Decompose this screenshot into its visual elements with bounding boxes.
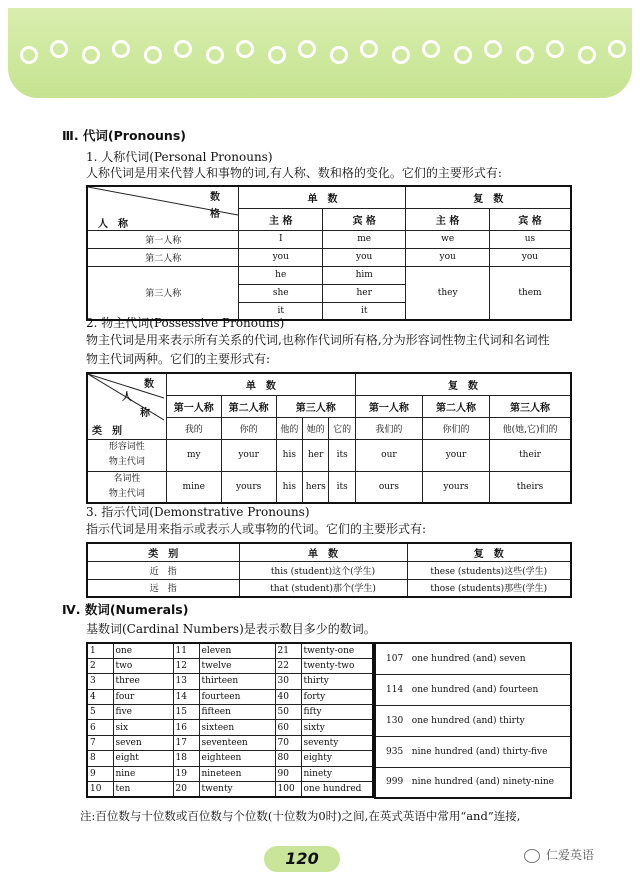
third-person-header: 第三人称 (276, 395, 355, 417)
cell: twenty-two (301, 658, 373, 673)
cell: 你们的 (422, 417, 489, 439)
personal-pronoun-table (86, 185, 572, 321)
cell: its (329, 439, 355, 471)
cell: 13 (173, 674, 199, 689)
demonstrative-pronouns-subtitle: 3. 指示代词(Demonstrative Pronouns) (86, 505, 310, 519)
cell: me (322, 230, 405, 248)
cell: these (students)这些(学生) (407, 561, 571, 579)
cell: 9 (87, 766, 113, 781)
table-row (87, 561, 571, 579)
cell: this (student)这个(学生) (239, 561, 407, 579)
first-person-header: 第一人称 (166, 395, 221, 417)
cell: 50 (275, 705, 301, 720)
table-row (87, 471, 571, 503)
cell: your (221, 439, 276, 471)
row-label-line: 物主代词 (108, 457, 145, 467)
cell: fifteen (199, 705, 275, 720)
table-row (375, 643, 571, 674)
row-label: 第二人称 (87, 248, 239, 266)
cell: 60 (275, 720, 301, 735)
cell: his (276, 471, 302, 503)
cell: twenty-one (301, 643, 373, 658)
plural-header: 复 数 (355, 373, 571, 395)
subject-header: 主 格 (406, 208, 490, 230)
row-label: 远 指 (87, 579, 239, 597)
table-row (87, 720, 373, 735)
table-row (87, 643, 373, 658)
second-person-header: 第二人称 (422, 395, 489, 417)
cell: him (322, 266, 405, 284)
cell: 5 (87, 705, 113, 720)
cell: hers (303, 471, 329, 503)
cell: twelve (199, 658, 275, 673)
cell: it (239, 302, 322, 320)
cell: theirs (490, 471, 571, 503)
watermark (524, 846, 594, 863)
number-word: nine hundred (and) ninety-nine (411, 777, 554, 788)
table-row (87, 751, 373, 766)
cell: 19 (173, 766, 199, 781)
cell: mine (166, 471, 221, 503)
row-label-line: 物主代词 (108, 488, 145, 499)
table-row (87, 248, 571, 266)
number: 114 (386, 684, 404, 695)
cell (375, 674, 571, 705)
cell: six (113, 720, 173, 735)
cell: 4 (87, 689, 113, 704)
plural-header: 复 数 (407, 543, 571, 561)
possessive-pronoun-table (86, 372, 572, 504)
cell: sixteen (199, 720, 275, 735)
table-row (87, 266, 571, 284)
object-header: 宾 格 (489, 208, 571, 230)
second-person-header: 第二人称 (221, 395, 276, 417)
cell: her (322, 284, 405, 302)
cell: their (490, 439, 571, 471)
page-number: 120 (264, 846, 340, 872)
cell: seventy (301, 735, 373, 750)
table-row (375, 736, 571, 767)
subject-header: 主 格 (239, 208, 322, 230)
cell: yours (422, 471, 489, 503)
cell: 40 (275, 689, 301, 704)
table-row (87, 766, 373, 781)
cell: eight (113, 751, 173, 766)
possessive-pronouns-text-1: 物主代词是用来表示所有关系的代词,也称作代词所有格,分为形容词性物主代词和名词性 (86, 333, 550, 347)
diag-person-label: 人 称 (98, 219, 128, 231)
cell: 22 (275, 658, 301, 673)
table-row (87, 230, 571, 248)
cell: nineteen (199, 766, 275, 781)
possessive-pronouns-text-2: 物主代词两种。它们的主要形式有: (86, 352, 271, 366)
cell: it (322, 302, 405, 320)
plural-header: 复 数 (406, 186, 571, 208)
cell: 6 (87, 720, 113, 735)
cell: 20 (173, 782, 199, 797)
number: 935 (386, 746, 404, 757)
cell: fourteen (199, 689, 275, 704)
cell: our (355, 439, 422, 471)
possessive-pronouns-subtitle: 2. 物主代词(Possessive Pronouns) (86, 316, 285, 330)
row-label: 第一人称 (87, 230, 239, 248)
cell: my (166, 439, 221, 471)
cell: that (student)那个(学生) (239, 579, 407, 597)
demonstrative-pronoun-table (86, 542, 572, 598)
cell: eighty (301, 751, 373, 766)
cell: sixty (301, 720, 373, 735)
cardinal-numbers-text: 基数词(Cardinal Numbers)是表示数目多少的数词。 (86, 622, 376, 636)
kind-header: 类 别 (87, 543, 239, 561)
cell: 16 (173, 720, 199, 735)
cell: three (113, 674, 173, 689)
cell: eighteen (199, 751, 275, 766)
diag-person-label: 人 (122, 392, 132, 404)
number: 999 (386, 777, 404, 788)
cell: nine (113, 766, 173, 781)
cell: they (406, 266, 490, 320)
cell: 80 (275, 751, 301, 766)
row-label-line: 形容词性 (108, 442, 145, 452)
cell: we (406, 230, 490, 248)
number-word: one hundred (and) fourteen (411, 684, 539, 695)
cell: you (489, 248, 571, 266)
cell: 你的 (221, 417, 276, 439)
diagonal-header-cell (87, 373, 166, 439)
singular-header: 单 数 (166, 373, 355, 395)
row-label (87, 439, 166, 471)
third-person-header: 第三人称 (490, 395, 571, 417)
cell: 它的 (329, 417, 355, 439)
header-banner (8, 8, 632, 98)
cell: 他(她,它)们的 (490, 417, 571, 439)
table-row (87, 705, 373, 720)
diag-case-label: 格 (210, 209, 220, 221)
cell: your (422, 439, 489, 471)
cell: ten (113, 782, 173, 797)
cell: 12 (173, 658, 199, 673)
demonstrative-pronouns-text: 指示代词是用来指示或表示人或事物的代词。它们的主要形式有: (86, 522, 427, 536)
cell: 15 (173, 705, 199, 720)
table-row (87, 579, 571, 597)
personal-pronouns-subtitle: 1. 人称代词(Personal Pronouns) (86, 150, 273, 164)
personal-pronouns-text: 人称代词是用来代替人和事物的词,有人称、数和格的变化。它们的主要形式有: (86, 166, 502, 180)
cell: forty (301, 689, 373, 704)
compound-numbers-table (374, 642, 572, 799)
table-row (375, 705, 571, 736)
table-row (87, 439, 571, 471)
cell: ninety (301, 766, 373, 781)
cell: 3 (87, 674, 113, 689)
cell: its (329, 471, 355, 503)
table-row (87, 658, 373, 673)
table-row (87, 782, 373, 797)
cell: one (113, 643, 173, 658)
cell (375, 767, 571, 798)
watermark-text: 仁爱英语 (546, 848, 595, 862)
section-numerals-title: Ⅳ. 数词(Numerals) (62, 602, 189, 617)
row-label: 第三人称 (87, 266, 239, 320)
cell: her (303, 439, 329, 471)
cell (375, 643, 571, 674)
wechat-logo-icon (524, 849, 540, 863)
diag-call-label: 称 (140, 408, 150, 420)
cell: 他的 (276, 417, 302, 439)
cell: 70 (275, 735, 301, 750)
cell: 10 (87, 782, 113, 797)
cell: ours (355, 471, 422, 503)
row-label: 近 指 (87, 561, 239, 579)
diag-num-label: 数 (144, 379, 154, 391)
cardinal-numbers-table (86, 642, 374, 798)
number-word: nine hundred (and) thirty-five (411, 746, 548, 757)
cell: 100 (275, 782, 301, 797)
cell: I (239, 230, 322, 248)
table-row (87, 689, 373, 704)
cell: 2 (87, 658, 113, 673)
cell: two (113, 658, 173, 673)
cell: thirteen (199, 674, 275, 689)
decorative-circles (20, 46, 620, 70)
cell: you (322, 248, 405, 266)
cell: thirty (301, 674, 373, 689)
cell: 8 (87, 751, 113, 766)
cell: 她的 (303, 417, 329, 439)
table-row (375, 767, 571, 798)
cell (375, 705, 571, 736)
cell: 14 (173, 689, 199, 704)
cell: his (276, 439, 302, 471)
diag-kind-label: 类 别 (92, 426, 122, 438)
table-row (87, 674, 373, 689)
cell: she (239, 284, 322, 302)
cell: seventeen (199, 735, 275, 750)
object-header: 宾 格 (322, 208, 405, 230)
cell: four (113, 689, 173, 704)
cell: 7 (87, 735, 113, 750)
cell: 30 (275, 674, 301, 689)
cell: five (113, 705, 173, 720)
cell: 21 (275, 643, 301, 658)
cell: twenty (199, 782, 275, 797)
row-label-line: 名词性 (113, 473, 141, 484)
cell: us (489, 230, 571, 248)
cell: you (239, 248, 322, 266)
cell (375, 736, 571, 767)
cell: 11 (173, 643, 199, 658)
cell: 17 (173, 735, 199, 750)
cell: one hundred (301, 782, 373, 797)
cell: 我的 (166, 417, 221, 439)
cell: fifty (301, 705, 373, 720)
number: 130 (386, 715, 404, 726)
cell: seven (113, 735, 173, 750)
cell: 我们的 (355, 417, 422, 439)
singular-header: 单 数 (239, 543, 407, 561)
cell: 90 (275, 766, 301, 781)
cell: those (students)那些(学生) (407, 579, 571, 597)
number: 107 (386, 653, 404, 664)
cell: 18 (173, 751, 199, 766)
diagonal-header-cell (87, 186, 239, 230)
table-row (87, 735, 373, 750)
note-text: 注:百位数与十位数或百位数与个位数(十位数为0时)之间,在英式英语中常用“and”连接, (80, 809, 521, 823)
number-word: one hundred (and) thirty (411, 715, 525, 726)
cell: you (406, 248, 490, 266)
row-label (87, 471, 166, 503)
section-pronouns-title: Ⅲ. 代词(Pronouns) (62, 128, 186, 143)
cell: yours (221, 471, 276, 503)
singular-header: 单 数 (239, 186, 406, 208)
cell: 1 (87, 643, 113, 658)
cell: he (239, 266, 322, 284)
table-row (375, 674, 571, 705)
cell: eleven (199, 643, 275, 658)
cell: them (489, 266, 571, 320)
diag-num-label: 数 (210, 192, 220, 204)
first-person-header: 第一人称 (355, 395, 422, 417)
number-word: one hundred (and) seven (411, 653, 526, 664)
